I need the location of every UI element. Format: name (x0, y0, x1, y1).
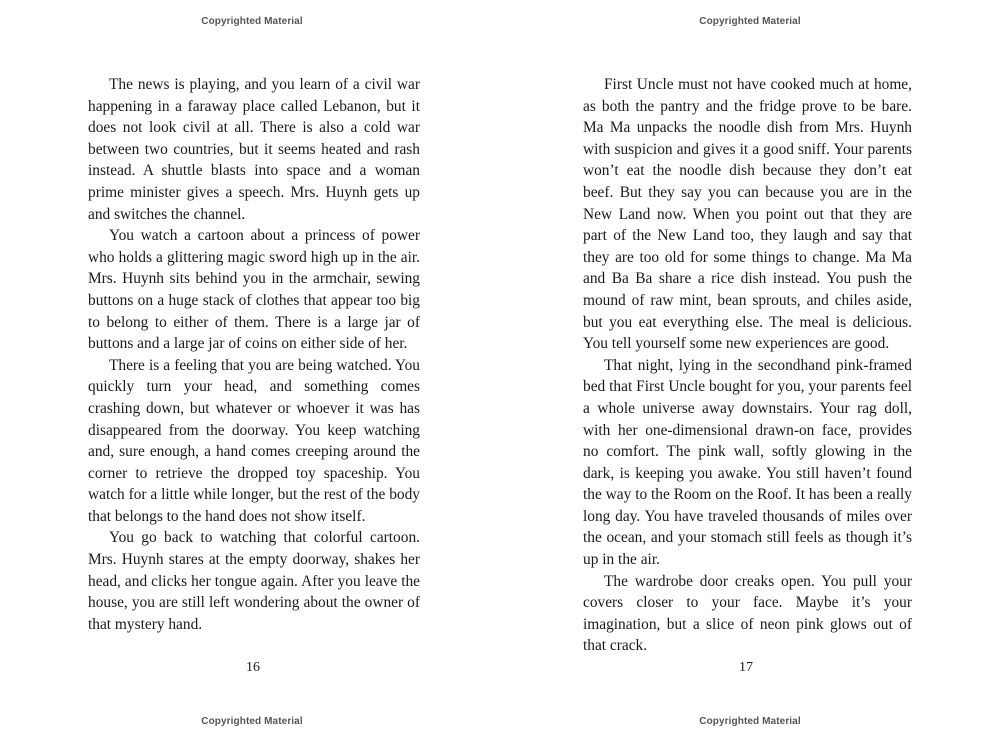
paragraph: The news is playing, and you learn of a civil war happening in a faraway place called Lebanon, but it does not look civil at all. There is also a cold war between two countries, but it seems heated and rash instead. A shuttle blasts into space and a woman prime minister gives a speech. Mrs. Huynh gets up and switches the channel. (88, 76, 420, 223)
body-text (583, 74, 912, 657)
body-text (88, 74, 420, 635)
page-number: 17 (739, 660, 753, 675)
copyright-footer: Copyrighted Material (699, 716, 801, 727)
copyright-header: Copyrighted Material (201, 16, 303, 27)
copyright-header: Copyrighted Material (699, 16, 801, 27)
paragraph: There is a feeling that you are being watched. You quickly turn your head, and something comes crashing down, but whatever or whoever it was has disappeared from the doorway. You keep watching and, sure enough, a hand comes creeping around the corner to retrieve the dropped toy spaceship. You watch for a little while longer, but the rest of the body that belongs to the hand does not show itself. (88, 356, 420, 525)
right-page (500, 0, 1000, 744)
paragraph: The wardrobe door creaks open. You pull your covers closer to your face. Maybe it’s your imagination, but a slice of neon pink glows out of that crack. (583, 572, 912, 655)
copyright-footer: Copyrighted Material (201, 716, 303, 727)
page-number: 16 (246, 660, 260, 675)
paragraph: You watch a cartoon about a princess of power who holds a glittering magic sword high up in the air. Mrs. Huynh sits behind you in the armchair, sewing buttons on a huge stack of clothes that appear too big to belong to either of them. There is a large jar of buttons and a large jar of coins on either side of her. (88, 227, 420, 353)
paragraph: That night, lying in the secondhand pink-framed bed that First Uncle bought for you, your parents feel a whole universe away downstairs. Your rag doll, with her one-dimensional drawn-on face, provides no comfort. The pink wall, softly glowing in the dark, is keeping you awake. You still haven’t found the way to the Room on the Roof. It has been a really long day. You have traveled thousands of miles over the ocean, and your stomach still feels as though it’s up in the air. (583, 356, 912, 569)
paragraph: You go back to watching that colorful cartoon. Mrs. Huynh stares at the empty doorway, shakes her head, and clicks her tongue again. After you leave the house, you are still left wondering about the owner of that mystery hand. (88, 529, 420, 633)
paragraph: First Uncle must not have cooked much at home, as both the pantry and the fridge prove to be bare. Ma Ma unpacks the noodle dish from Mrs. Huynh with suspicion and gives it a good sniff. Your parents won’t eat the noodle dish because they don’t eat beef. But they say you can because you are in the New Land now. When you point out that they are part of the New Land too, they laugh and say that they are too old for some things to change. Ma Ma and Ba Ba share a rice dish instead. You push the mound of raw mint, bean sprouts, and chiles aside, but you eat everything else. The meal is delicious. You tell yourself some new experiences are good. (583, 76, 912, 353)
